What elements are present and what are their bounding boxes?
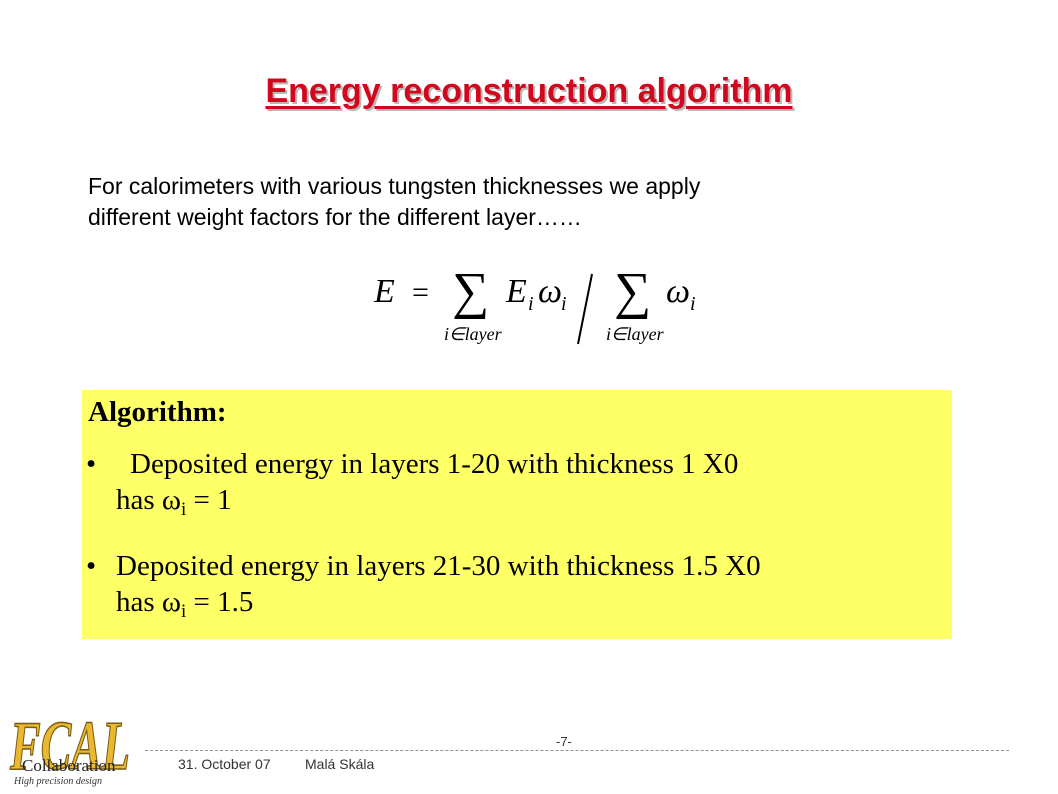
- algorithm-item-2-line-2: has $\omega_i = 1.5$: [116, 586, 254, 622]
- formula-index-e: i: [528, 293, 534, 315]
- fcal-logo-tagline: High precision design: [14, 776, 102, 787]
- algorithm-item-1-line-1: Deposited energy in layers 1-20 with thickness 1 X0: [130, 448, 739, 480]
- formula-fraction-slash: [578, 274, 592, 344]
- formula-lhs: E: [374, 273, 395, 310]
- formula-sum-numerator: ∑: [452, 263, 490, 320]
- formula-sum-denominator: ∑: [614, 263, 652, 320]
- algorithm-heading: Algorithm:: [88, 396, 227, 428]
- bullet-icon: •: [86, 448, 97, 480]
- fcal-logo-icon: [8, 697, 152, 789]
- formula-graphic: [368, 256, 708, 352]
- intro-line-2: different weight factors for the different layer……: [88, 204, 582, 230]
- formula-equals: =: [412, 276, 429, 309]
- formula-index-omega-denominator: i: [690, 293, 696, 315]
- formula-subscript-numerator: i∈layer: [444, 324, 502, 344]
- formula-omega-denominator: ω: [666, 273, 691, 310]
- energy-formula: [368, 256, 708, 352]
- formula-index-omega-numerator: i: [561, 293, 567, 315]
- omega-subscript: i: [181, 601, 187, 622]
- algorithm-box: [82, 390, 952, 639]
- fcal-logo-word: Collaboration: [22, 756, 116, 775]
- formula-term-e: E: [506, 273, 527, 310]
- footer-author: Malá Skála: [305, 756, 375, 772]
- slide-title: Energy reconstruction algorithm: [265, 72, 793, 110]
- intro-line-1: For calorimeters with various tungsten thicknesses we apply: [88, 173, 701, 199]
- footer-page-number: -7-: [556, 734, 572, 749]
- bullet-icon: •: [86, 550, 97, 582]
- omega-subscript: i: [181, 499, 187, 520]
- formula-omega-numerator: ω: [538, 273, 563, 310]
- fcal-logo-letters: FCAL: [9, 708, 131, 785]
- footer-date: 31. October 07: [178, 756, 271, 772]
- footer-divider: [145, 750, 1009, 751]
- algorithm-item-1-line-2: has $\omega_i = 1$: [116, 484, 232, 520]
- formula-subscript-denominator: i∈layer: [606, 324, 664, 344]
- algorithm-item-2-line-1: Deposited energy in layers 21-30 with thickness 1.5 X0: [116, 550, 761, 582]
- intro-text: [88, 171, 958, 233]
- fcal-collaboration-logo: [8, 697, 152, 789]
